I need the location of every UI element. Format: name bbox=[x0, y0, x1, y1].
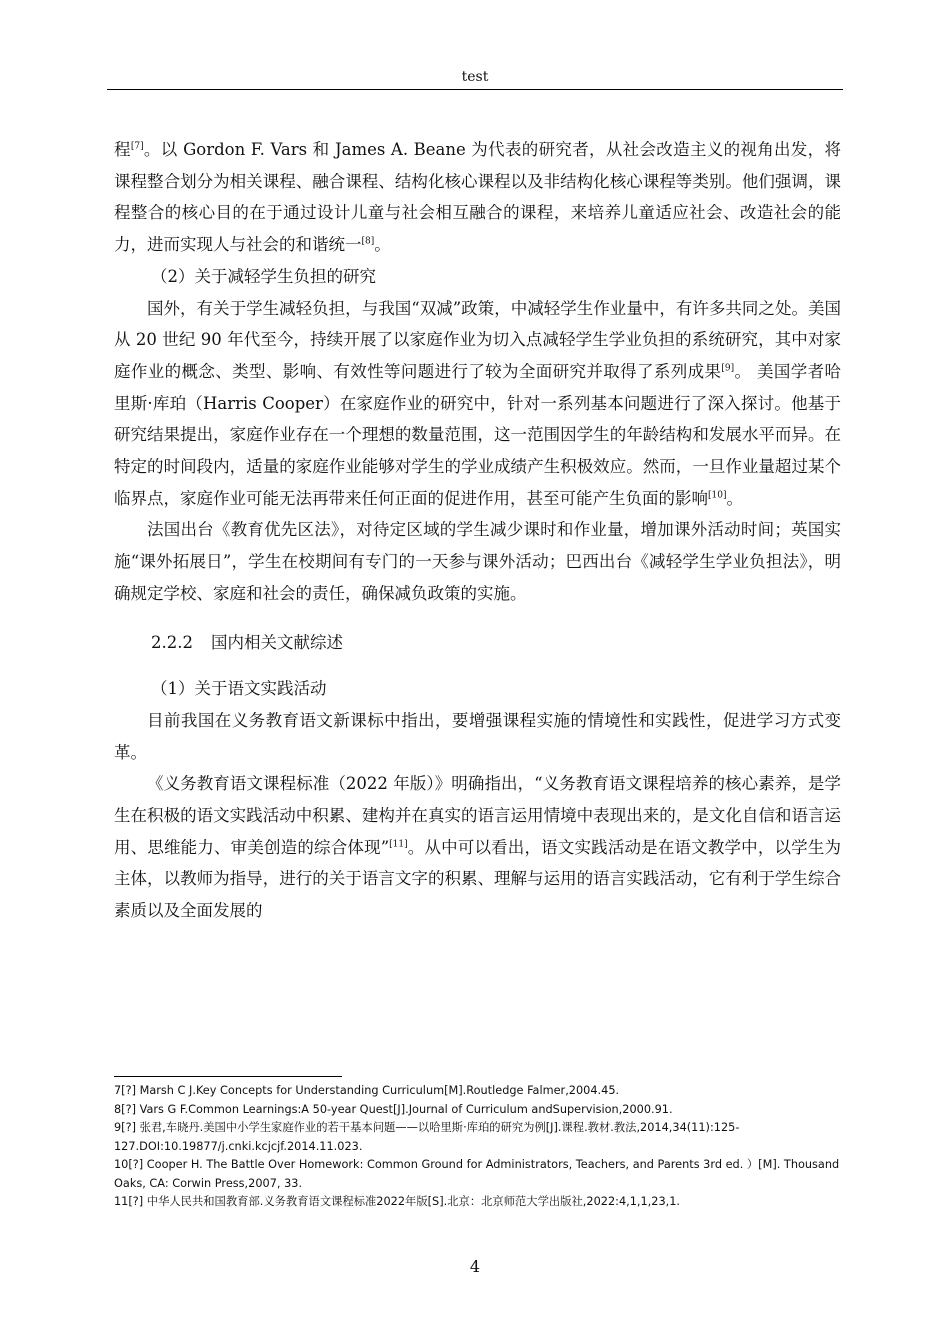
paragraph-text: 。以 Gordon F. Vars 和 James A. Beane 为代表的研究者，从社会改造主义的视角出发，将课程整合划分为相关课程、融合课程、结构化核心课程以及非结构化核心课程等类别。他们强调，课程整合的核心目的在于通过设计儿童与社会相互融合的课程，来培养儿童适应社会、改造社会的能力，进而实现人与社会的和谐统一 bbox=[114, 140, 841, 255]
footnote-divider bbox=[114, 1076, 342, 1077]
footnote-10: 10[?] Cooper H. The Battle Over Homework: Common Ground for Administrators, Teachers, and Parents 3rd ed. ）[M]. Thousand Oaks, CA: Corwin Press,2007, 33. bbox=[114, 1158, 840, 1190]
running-header: test bbox=[461, 69, 489, 85]
footnote-7: 7[?] Marsh C J.Key Concepts for Understanding Curriculum[M].Routledge Falmer,2004.45. bbox=[114, 1084, 620, 1097]
paragraph-text: 。从中可以看出，语文实践活动是在语文教学中，以学生为主体，以教师为指导，进行的关于语言文字的积累、理解与运用的语言实践活动，它有利于学生综合素质以及全面发展的 bbox=[114, 837, 842, 921]
section-number: 2.2.2 bbox=[151, 632, 193, 652]
citation-ref-10[interactable]: [10] bbox=[708, 490, 727, 501]
page-number: 4 bbox=[469, 1257, 481, 1276]
paragraph-text: 《义务教育语文课程标准（2022 年版）》明确指出，“义务教育语文课程培养的核心素养，是学生在积极的语文实践活动中积累、建构并在真实的语言运用情境中表现出来的，是文化自信和语言运用、思维能力、审美创造的综合体现” bbox=[114, 774, 841, 857]
section-heading bbox=[114, 627, 841, 659]
paragraph-text: 。 bbox=[374, 235, 391, 255]
header-divider bbox=[107, 89, 843, 90]
paragraph-international-policies: 法国出台《教育优先区法》，对待定区域的学生减少课时和作业量，增加课外活动时间；英国实施“课外拓展日”，学生在校期间有专门的一天参与课外活动；巴西出台《减轻学生学业负担法》，明确规定学校、家庭和社会的责任，确保减负政策的实施。 bbox=[114, 520, 841, 603]
subheading-reduce-burden: （2）关于减轻学生负担的研究 bbox=[151, 266, 376, 286]
footnote-8: 8[?] Vars G F.Common Learnings:A 50-year Quest[J].Journal of Curriculum andSupervision,2000.91. bbox=[114, 1102, 673, 1116]
footnote-9: 9[?] 张君,车晓丹.美国中小学生家庭作业的若干基本问题——以哈里斯·库珀的研究为例[J].课程.教材.教法,2014,34(11):125-127.DOI:10.19877/j.cnki.kcjcjf.2014.11.023. bbox=[114, 1121, 740, 1153]
section-title: 国内相关文献综述 bbox=[210, 632, 343, 652]
citation-ref-11[interactable]: [11] bbox=[389, 839, 408, 850]
paragraph-text: 国外，有关于学生减轻负担，与我国“双减”政策，中减轻学生作业量中，有许多共同之处。美国从 20 世纪 90 年代至今，持续开展了以家庭作业为切入点减轻学生学业负担的系统研究，其中对家庭作业的概念、类型、影响、有效性等问题进行了较为全面研究并取得了系列成果 bbox=[114, 298, 841, 381]
citation-ref-8[interactable]: [8] bbox=[361, 236, 375, 247]
subheading-chinese-practice: （1）关于语文实践活动 bbox=[151, 679, 327, 699]
paragraph-text: 程 bbox=[114, 140, 131, 159]
document-body bbox=[114, 134, 841, 927]
paragraph-course-integration bbox=[114, 134, 841, 261]
paragraph-curriculum-standard: 目前我国在义务教育语文新课标中指出，要增强课程实施的情境性和实践性，促进学习方式变革。 bbox=[114, 710, 841, 762]
footnote-11: 11[?] 中华人民共和国教育部.义务教育语文课程标准2022年版[S].北京：北京师范大学出版社,2022:4,1,1,23,1. bbox=[114, 1195, 681, 1208]
paragraph-homework-research bbox=[114, 293, 841, 515]
paragraph-text: 。 bbox=[726, 488, 743, 508]
footnotes bbox=[114, 1082, 841, 1212]
citation-ref-7[interactable]: [7] bbox=[130, 141, 144, 152]
citation-ref-9[interactable]: [9] bbox=[721, 363, 735, 374]
paragraph-core-literacy bbox=[114, 768, 841, 927]
paragraph-text: 。 美国学者哈里斯·库珀（Harris Cooper）在家庭作业的研究中，针对一系列基本问题进行了深入探讨。他基于研究结果提出，家庭作业存在一个理想的数量范围，这一范围因学生的年龄结构和发展水平而异。在特定的时间段内，适量的家庭作业能够对学生的学业成绩产生积极效应。然而，一旦作业量超过某个临界点，家庭作业可能无法再带来任何正面的促进作用，甚至可能产生负面的影响 bbox=[114, 361, 842, 508]
